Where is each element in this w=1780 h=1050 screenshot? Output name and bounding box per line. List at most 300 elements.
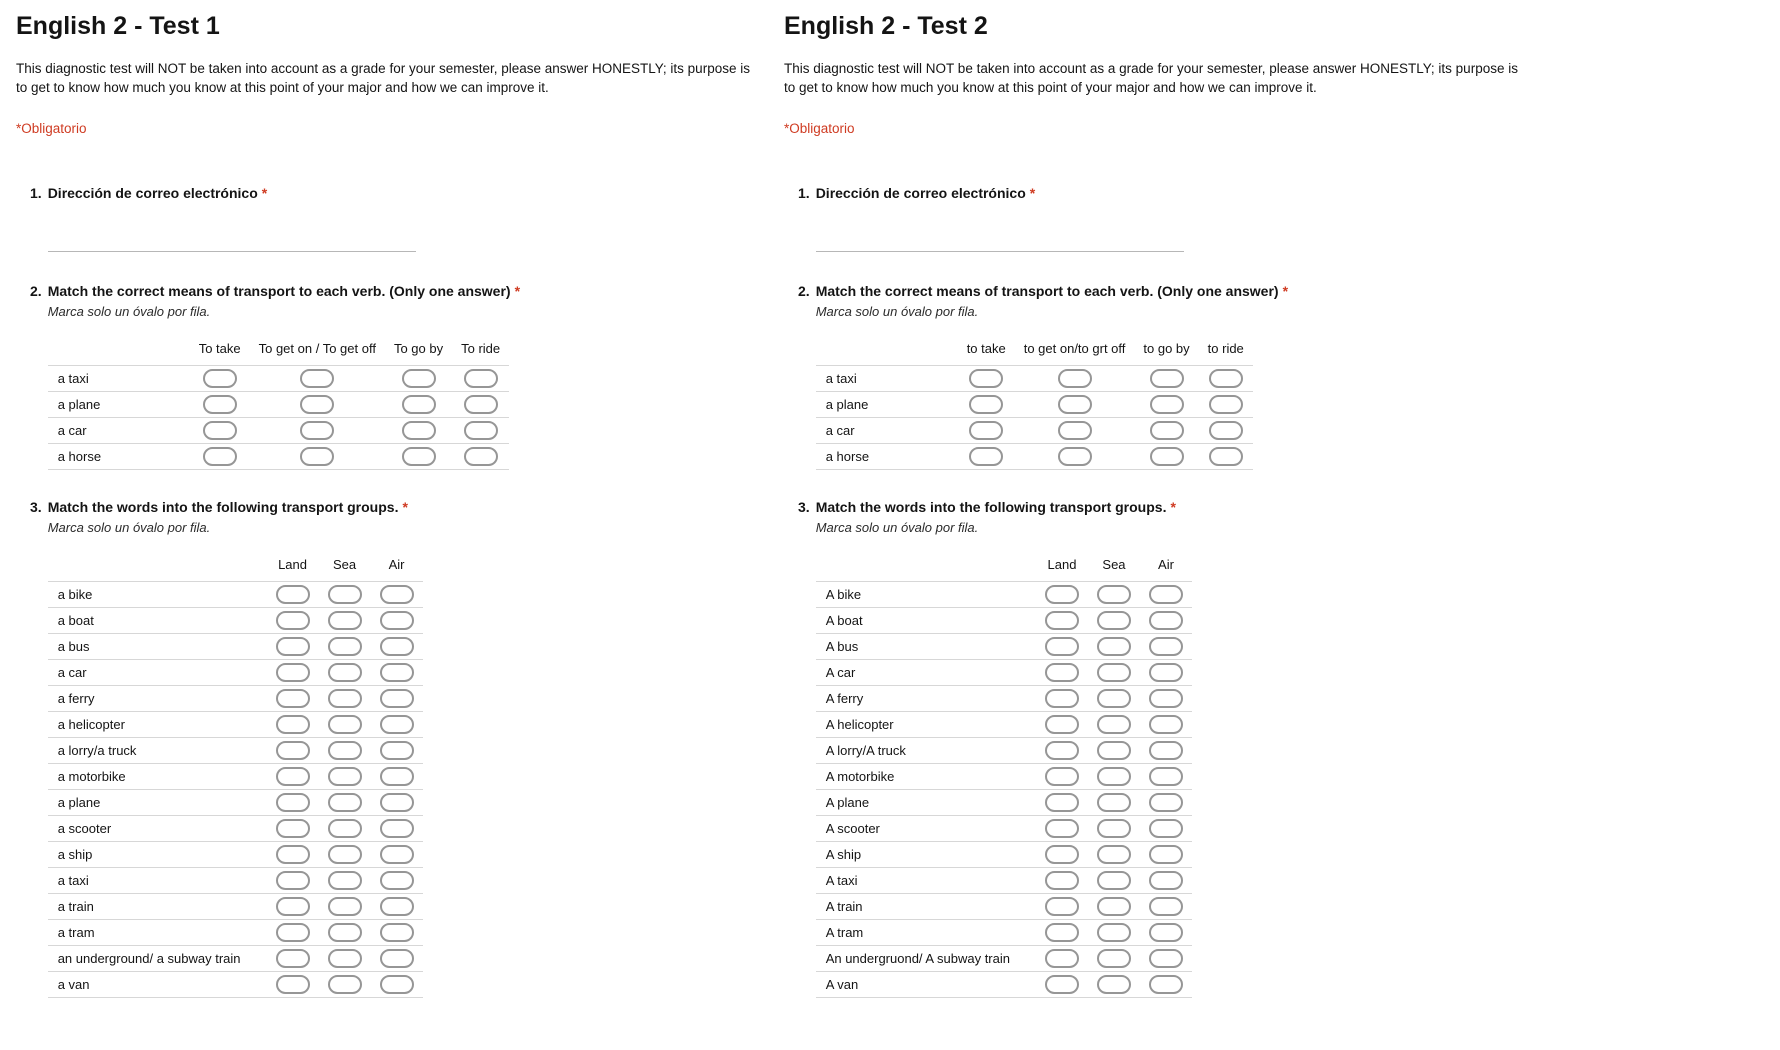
- radio-oval[interactable]: [1097, 611, 1131, 630]
- grid-answer-cell: [250, 444, 385, 470]
- radio-oval[interactable]: [380, 923, 414, 942]
- grid-answer-cell: [1036, 764, 1088, 790]
- grid-answer-cell: [319, 946, 371, 972]
- grid-row-label: a taxi: [816, 366, 958, 392]
- radio-oval[interactable]: [380, 819, 414, 838]
- radio-oval[interactable]: [328, 949, 362, 968]
- radio-oval[interactable]: [969, 447, 1003, 466]
- radio-oval[interactable]: [1209, 447, 1243, 466]
- radio-oval[interactable]: [328, 741, 362, 760]
- grid-answer-cell: [1036, 686, 1088, 712]
- grid-column-header: Sea: [1102, 557, 1126, 573]
- grid-answer-cell: [1036, 790, 1088, 816]
- radio-oval[interactable]: [1097, 715, 1131, 734]
- radio-oval[interactable]: [1097, 845, 1131, 864]
- radio-oval[interactable]: [328, 585, 362, 604]
- grid-answer-cell: [1088, 634, 1140, 660]
- grid-answer-cell: [267, 946, 319, 972]
- grid-answer-cell: [371, 816, 423, 842]
- required-note: *Obligatorio: [784, 121, 855, 137]
- grid-row-label: a ferry: [48, 686, 267, 712]
- radio-oval[interactable]: [300, 369, 334, 388]
- radio-oval[interactable]: [1045, 949, 1079, 968]
- grid-row: [816, 764, 1192, 790]
- grid-answer-cell: [1088, 972, 1140, 998]
- radio-oval[interactable]: [276, 949, 310, 968]
- grid-corner-cell: [48, 557, 267, 582]
- radio-oval[interactable]: [1058, 421, 1092, 440]
- grid-answer-cell: [452, 418, 509, 444]
- grid-answer-cell: [958, 418, 1015, 444]
- radio-oval[interactable]: [969, 395, 1003, 414]
- radio-oval[interactable]: [1045, 611, 1079, 630]
- grid-row-label: a ship: [48, 842, 267, 868]
- grid-answer-cell: [1140, 686, 1192, 712]
- grid-answer-cell: [1036, 608, 1088, 634]
- grid-row: [816, 868, 1192, 894]
- question-label: Match the correct means of transport to each verb. (Only one answer): [47, 283, 511, 300]
- radio-oval[interactable]: [1149, 585, 1183, 604]
- radio-oval[interactable]: [1097, 741, 1131, 760]
- grid-row: [816, 738, 1192, 764]
- email-input[interactable]: [48, 235, 416, 252]
- radio-oval[interactable]: [380, 949, 414, 968]
- required-note: *Obligatorio: [16, 121, 87, 137]
- radio-oval[interactable]: [1097, 975, 1131, 994]
- radio-oval[interactable]: [1045, 819, 1079, 838]
- question-number: 1.: [798, 185, 810, 202]
- question-transport-verbs: [798, 282, 1536, 470]
- radio-oval[interactable]: [1045, 689, 1079, 708]
- radio-oval[interactable]: [1209, 395, 1243, 414]
- grid-row-label: a van: [48, 972, 267, 998]
- grid-corner-cell: [48, 341, 190, 366]
- required-asterisk: *: [261, 185, 268, 202]
- radio-oval[interactable]: [1097, 819, 1131, 838]
- answer-grid: [48, 557, 423, 998]
- radio-oval[interactable]: [1097, 585, 1131, 604]
- required-asterisk: *: [1170, 499, 1176, 516]
- radio-oval[interactable]: [380, 845, 414, 864]
- grid-row: [816, 920, 1192, 946]
- grid-answer-cell: [1140, 660, 1192, 686]
- radio-oval[interactable]: [1149, 715, 1183, 734]
- radio-oval[interactable]: [380, 741, 414, 760]
- radio-oval[interactable]: [328, 689, 362, 708]
- grid-answer-cell: [1088, 894, 1140, 920]
- radio-oval[interactable]: [276, 637, 310, 656]
- grid-row: [816, 894, 1192, 920]
- grid-answer-cell: [385, 418, 452, 444]
- grid-answer-cell: [190, 392, 250, 418]
- grid-answer-cell: [1036, 842, 1088, 868]
- grid-answer-cell: [319, 790, 371, 816]
- grid-row-label: a motorbike: [48, 764, 267, 790]
- answer-grid-holder: [48, 341, 768, 470]
- grid-column-header: to go by: [1143, 341, 1190, 357]
- grid-row: [48, 660, 423, 686]
- question-label-line: [48, 282, 768, 301]
- grid-answer-cell: [1036, 582, 1088, 608]
- grid-row: [48, 894, 423, 920]
- radio-oval[interactable]: [380, 663, 414, 682]
- radio-oval[interactable]: [276, 819, 310, 838]
- radio-oval[interactable]: [1149, 793, 1183, 812]
- radio-oval[interactable]: [1097, 689, 1131, 708]
- grid-answer-cell: [371, 764, 423, 790]
- grid-answer-cell: [452, 366, 509, 392]
- required-asterisk: *: [1282, 283, 1289, 300]
- radio-oval[interactable]: [1045, 871, 1079, 890]
- grid-answer-cell: [1134, 366, 1198, 392]
- radio-oval[interactable]: [276, 923, 310, 942]
- grid-row-label: A train: [816, 894, 1036, 920]
- radio-oval[interactable]: [1149, 689, 1183, 708]
- radio-oval[interactable]: [276, 611, 310, 630]
- radio-oval[interactable]: [1150, 447, 1184, 466]
- radio-oval[interactable]: [380, 871, 414, 890]
- form-title: English 2 - Test 1: [16, 12, 220, 40]
- radio-oval[interactable]: [464, 447, 498, 466]
- grid-row: [48, 444, 509, 470]
- grid-answer-cell: [1015, 392, 1135, 418]
- grid-answer-cell: [1140, 634, 1192, 660]
- radio-oval[interactable]: [1045, 637, 1079, 656]
- radio-oval[interactable]: [276, 845, 310, 864]
- grid-answer-cell: [1088, 686, 1140, 712]
- radio-oval[interactable]: [1149, 871, 1183, 890]
- grid-row: [48, 842, 423, 868]
- radio-oval[interactable]: [1097, 637, 1131, 656]
- grid-column-header: Air: [1158, 557, 1174, 573]
- radio-oval[interactable]: [328, 663, 362, 682]
- grid-answer-cell: [1088, 608, 1140, 634]
- grid-row-label: a scooter: [48, 816, 267, 842]
- grid-answer-cell: [267, 894, 319, 920]
- radio-oval[interactable]: [203, 395, 237, 414]
- grid-answer-cell: [1088, 738, 1140, 764]
- grid-answer-cell: [958, 444, 1015, 470]
- radio-oval[interactable]: [464, 395, 498, 414]
- grid-row: [816, 712, 1192, 738]
- radio-oval[interactable]: [276, 767, 310, 786]
- radio-oval[interactable]: [1045, 715, 1079, 734]
- grid-answer-cell: [267, 842, 319, 868]
- radio-oval[interactable]: [1149, 767, 1183, 786]
- radio-oval[interactable]: [1045, 845, 1079, 864]
- grid-answer-cell: [1140, 946, 1192, 972]
- question-label-line: [48, 184, 768, 203]
- required-asterisk: *: [514, 283, 521, 300]
- radio-oval[interactable]: [276, 871, 310, 890]
- radio-oval[interactable]: [328, 923, 362, 942]
- grid-answer-cell: [1036, 920, 1088, 946]
- grid-row-label: A scooter: [816, 816, 1036, 842]
- radio-oval[interactable]: [1045, 585, 1079, 604]
- radio-oval[interactable]: [1149, 637, 1183, 656]
- question-email: [30, 184, 768, 252]
- grid-column-header: Land: [1047, 557, 1077, 573]
- radio-oval[interactable]: [402, 395, 436, 414]
- radio-oval[interactable]: [1149, 819, 1183, 838]
- grid-answer-cell: [385, 392, 452, 418]
- grid-answer-cell: [371, 686, 423, 712]
- grid-answer-cell: [267, 764, 319, 790]
- radio-oval[interactable]: [1097, 793, 1131, 812]
- grid-answer-cell: [267, 920, 319, 946]
- question-hint: Marca solo un óvalo por fila.: [47, 304, 211, 320]
- grid-answer-cell: [371, 634, 423, 660]
- radio-oval[interactable]: [328, 897, 362, 916]
- radio-oval[interactable]: [380, 767, 414, 786]
- radio-oval[interactable]: [1045, 767, 1079, 786]
- radio-oval[interactable]: [1209, 421, 1243, 440]
- radio-oval[interactable]: [380, 897, 414, 916]
- grid-row: [48, 738, 423, 764]
- radio-oval[interactable]: [1149, 611, 1183, 630]
- radio-oval[interactable]: [464, 421, 498, 440]
- radio-oval[interactable]: [328, 611, 362, 630]
- grid-corner-cell: [816, 341, 958, 366]
- grid-row-label: a taxi: [48, 366, 190, 392]
- radio-oval[interactable]: [380, 585, 414, 604]
- radio-oval[interactable]: [328, 845, 362, 864]
- radio-oval[interactable]: [1149, 949, 1183, 968]
- radio-oval[interactable]: [328, 715, 362, 734]
- radio-oval[interactable]: [276, 975, 310, 994]
- grid-row: [816, 946, 1192, 972]
- grid-column-header: To ride: [461, 341, 501, 357]
- grid-row: [816, 418, 1253, 444]
- grid-answer-cell: [1140, 608, 1192, 634]
- radio-oval[interactable]: [380, 637, 414, 656]
- radio-oval[interactable]: [1058, 369, 1092, 388]
- grid-answer-cell: [1015, 444, 1135, 470]
- grid-answer-cell: [1140, 868, 1192, 894]
- radio-oval[interactable]: [1209, 369, 1243, 388]
- grid-answer-cell: [1088, 582, 1140, 608]
- grid-answer-cell: [1036, 946, 1088, 972]
- grid-answer-cell: [319, 608, 371, 634]
- radio-oval[interactable]: [969, 369, 1003, 388]
- grid-row-label: a plane: [48, 790, 267, 816]
- grid-row-label: a boat: [48, 608, 267, 634]
- grid-answer-cell: [1088, 920, 1140, 946]
- grid-column-header: To take: [198, 341, 241, 357]
- grid-row: [48, 816, 423, 842]
- question-number: 3.: [798, 499, 810, 516]
- grid-column-header: To get on / To get off: [258, 341, 376, 357]
- radio-oval[interactable]: [1058, 395, 1092, 414]
- grid-answer-cell: [1088, 764, 1140, 790]
- radio-oval[interactable]: [1045, 923, 1079, 942]
- form-description: This diagnostic test will NOT be taken into account as a grade for your semester, please answer HONESTLY; its purpose is to get to know how much you know at this point of your major and how we can improve it.: [784, 61, 1518, 96]
- radio-oval[interactable]: [1149, 845, 1183, 864]
- radio-oval[interactable]: [203, 369, 237, 388]
- radio-oval[interactable]: [380, 689, 414, 708]
- radio-oval[interactable]: [402, 447, 436, 466]
- grid-row-label: A lorry/A truck: [816, 738, 1036, 764]
- grid-row: [816, 444, 1253, 470]
- grid-row-label: A helicopter: [816, 712, 1036, 738]
- grid-row-label: a plane: [816, 392, 958, 418]
- radio-oval[interactable]: [1149, 741, 1183, 760]
- radio-oval[interactable]: [300, 421, 334, 440]
- radio-oval[interactable]: [1149, 975, 1183, 994]
- radio-oval[interactable]: [969, 421, 1003, 440]
- radio-oval[interactable]: [1045, 793, 1079, 812]
- grid-answer-cell: [1088, 946, 1140, 972]
- form-title: English 2 - Test 2: [784, 12, 988, 40]
- radio-oval[interactable]: [276, 793, 310, 812]
- radio-oval[interactable]: [276, 689, 310, 708]
- grid-answer-cell: [250, 366, 385, 392]
- required-asterisk: *: [1029, 185, 1036, 202]
- question-transport-verbs: [30, 282, 768, 470]
- grid-answer-cell: [1088, 816, 1140, 842]
- radio-oval[interactable]: [402, 369, 436, 388]
- radio-oval[interactable]: [328, 637, 362, 656]
- grid-column-header: Land: [278, 557, 307, 573]
- radio-oval[interactable]: [276, 715, 310, 734]
- answer-grid: [816, 341, 1253, 470]
- radio-oval[interactable]: [276, 741, 310, 760]
- grid-answer-cell: [1088, 790, 1140, 816]
- radio-oval[interactable]: [1045, 663, 1079, 682]
- grid-row: [816, 608, 1192, 634]
- grid-row-label: a horse: [48, 444, 190, 470]
- radio-oval[interactable]: [328, 793, 362, 812]
- grid-row-label: A plane: [816, 790, 1036, 816]
- radio-oval[interactable]: [276, 585, 310, 604]
- radio-oval[interactable]: [1097, 897, 1131, 916]
- radio-oval[interactable]: [1150, 421, 1184, 440]
- radio-oval[interactable]: [300, 447, 334, 466]
- grid-answer-cell: [452, 444, 509, 470]
- grid-header-row: [48, 341, 509, 366]
- radio-oval[interactable]: [380, 975, 414, 994]
- question-number: 2.: [30, 283, 42, 300]
- grid-answer-cell: [1015, 366, 1135, 392]
- radio-oval[interactable]: [1045, 741, 1079, 760]
- grid-answer-cell: [1140, 764, 1192, 790]
- answer-grid-holder: [816, 557, 1536, 998]
- grid-row: [48, 366, 509, 392]
- grid-row-label: A boat: [816, 608, 1036, 634]
- radio-oval[interactable]: [276, 897, 310, 916]
- grid-row-label: A bike: [816, 582, 1036, 608]
- question-transport-groups: [798, 498, 1536, 998]
- radio-oval[interactable]: [328, 975, 362, 994]
- radio-oval[interactable]: [1149, 663, 1183, 682]
- grid-row: [48, 972, 423, 998]
- radio-oval[interactable]: [1150, 369, 1184, 388]
- radio-oval[interactable]: [402, 421, 436, 440]
- grid-answer-cell: [1134, 444, 1198, 470]
- grid-answer-cell: [958, 392, 1015, 418]
- grid-answer-cell: [319, 868, 371, 894]
- form-description: This diagnostic test will NOT be taken into account as a grade for your semester, please answer HONESTLY; its purpose is to get to know how much you know at this point of your major and how we can improve it.: [16, 61, 750, 96]
- grid-answer-cell: [319, 660, 371, 686]
- radio-oval[interactable]: [1097, 923, 1131, 942]
- radio-oval[interactable]: [328, 819, 362, 838]
- grid-answer-cell: [385, 366, 452, 392]
- question-label: Match the words into the following transport groups.: [815, 499, 1167, 516]
- email-input[interactable]: [816, 235, 1184, 252]
- grid-answer-cell: [319, 712, 371, 738]
- grid-answer-cell: [190, 418, 250, 444]
- grid-row-label: a horse: [816, 444, 958, 470]
- grid-answer-cell: [267, 608, 319, 634]
- grid-column-header: To go by: [393, 341, 444, 357]
- grid-answer-cell: [267, 634, 319, 660]
- grid-answer-cell: [1036, 816, 1088, 842]
- radio-oval[interactable]: [328, 871, 362, 890]
- form-panel-test-2: [768, 0, 1536, 998]
- radio-oval[interactable]: [1045, 897, 1079, 916]
- grid-answer-cell: [250, 418, 385, 444]
- grid-row-label: a train: [48, 894, 267, 920]
- question-hint: Marca solo un óvalo por fila.: [815, 520, 979, 536]
- radio-oval[interactable]: [203, 421, 237, 440]
- grid-answer-cell: [267, 712, 319, 738]
- grid-answer-cell: [1140, 972, 1192, 998]
- grid-answer-cell: [1088, 868, 1140, 894]
- question-label-line: [816, 498, 1536, 517]
- radio-oval[interactable]: [203, 447, 237, 466]
- radio-oval[interactable]: [1149, 923, 1183, 942]
- radio-oval[interactable]: [380, 715, 414, 734]
- grid-row-label: A tram: [816, 920, 1036, 946]
- radio-oval[interactable]: [380, 611, 414, 630]
- radio-oval[interactable]: [1097, 871, 1131, 890]
- radio-oval[interactable]: [1097, 767, 1131, 786]
- grid-row: [48, 418, 509, 444]
- grid-answer-cell: [1199, 444, 1253, 470]
- grid-row-label: An undergruond/ A subway train: [816, 946, 1036, 972]
- radio-oval[interactable]: [276, 663, 310, 682]
- radio-oval[interactable]: [1150, 395, 1184, 414]
- grid-row-label: a car: [48, 418, 190, 444]
- radio-oval[interactable]: [464, 369, 498, 388]
- grid-answer-cell: [190, 366, 250, 392]
- radio-oval[interactable]: [1149, 897, 1183, 916]
- grid-answer-cell: [452, 392, 509, 418]
- radio-oval[interactable]: [1097, 663, 1131, 682]
- grid-row: [816, 972, 1192, 998]
- grid-answer-cell: [1088, 842, 1140, 868]
- radio-oval[interactable]: [1045, 975, 1079, 994]
- grid-answer-cell: [371, 608, 423, 634]
- radio-oval[interactable]: [300, 395, 334, 414]
- grid-header-row: [816, 557, 1192, 582]
- grid-row: [816, 816, 1192, 842]
- radio-oval[interactable]: [1058, 447, 1092, 466]
- question-number: 1.: [30, 185, 42, 202]
- grid-row-label: a car: [816, 418, 958, 444]
- radio-oval[interactable]: [328, 767, 362, 786]
- radio-oval[interactable]: [1097, 949, 1131, 968]
- radio-oval[interactable]: [380, 793, 414, 812]
- grid-row-label: A taxi: [816, 868, 1036, 894]
- grid-answer-cell: [1036, 634, 1088, 660]
- grid-answer-cell: [1140, 816, 1192, 842]
- grid-answer-cell: [385, 444, 452, 470]
- grid-answer-cell: [1140, 712, 1192, 738]
- question-label: Dirección de correo electrónico: [47, 185, 258, 202]
- grid-answer-cell: [1088, 712, 1140, 738]
- grid-answer-cell: [371, 868, 423, 894]
